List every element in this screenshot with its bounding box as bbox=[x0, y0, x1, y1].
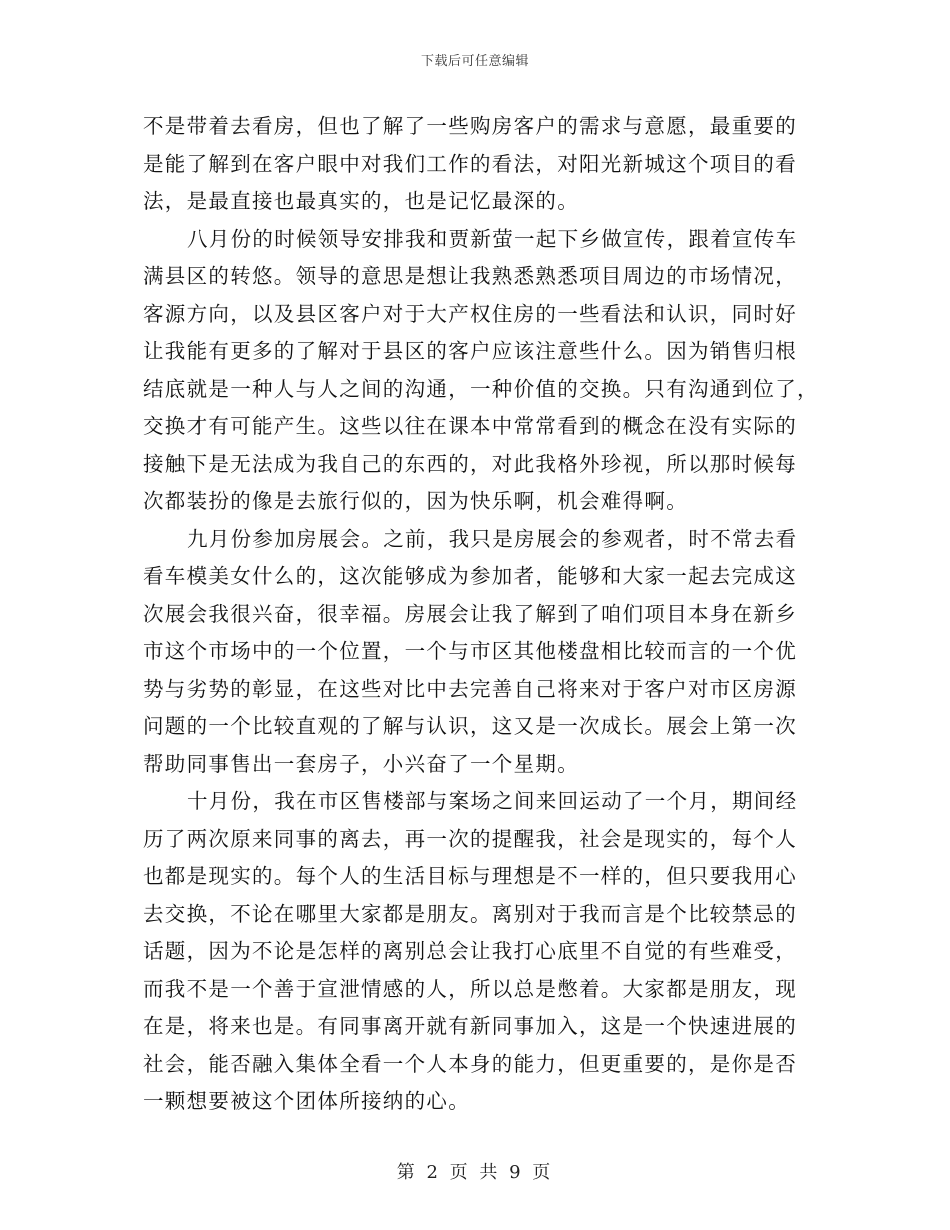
page-header: 下载后可任意编辑 bbox=[420, 54, 529, 69]
text-line: 次都装扮的像是去旅行似的，因为快乐啊，机会难得啊。 bbox=[143, 489, 688, 513]
text-line: 接触下是无法成为我自己的东西的，对此我格外珍视，所以那时候每 bbox=[143, 451, 797, 476]
text-line: 结底就是一种人与人之间的沟通，一种价值的交换。只有沟通到位了， bbox=[143, 376, 819, 401]
text-line: 去交换，不论在哪里大家都是朋友。离别对于我而言是个比较禁忌的 bbox=[143, 901, 797, 926]
text-line: 而我不是一个善于宣泄情感的人，所以总是憋着。大家都是朋友，现 bbox=[143, 976, 797, 1001]
text-line: 客源方向，以及县区客户对于大产权住房的一些看法和认识，同时好 bbox=[143, 301, 797, 326]
text-line: 满县区的转悠。领导的意思是想让我熟悉熟悉项目周边的市场情况， bbox=[143, 264, 797, 288]
page-number-footer: 第 2 页 共 9 页 bbox=[396, 1162, 554, 1183]
text-line: 帮助同事售出一套房子，小兴奋了一个星期。 bbox=[143, 751, 579, 776]
text-line: 社会，能否融入集体全看一个人本身的能力，但更重要的，是你是否 bbox=[143, 1051, 797, 1076]
paragraph-start-line: 十月份，我在市区售楼部与案场之间来回运动了一个月，期间经 bbox=[187, 789, 798, 813]
text-line: 问题的一个比较直观的了解与认识，这又是一次成长。展会上第一次 bbox=[143, 714, 797, 738]
text-line: 是能了解到在客户眼中对我们工作的看法，对阳光新城这个项目的看 bbox=[143, 151, 797, 176]
body-text bbox=[143, 108, 819, 1121]
text-line: 让我能有更多的了解对于县区的客户应该注意些什么。因为销售归根 bbox=[143, 339, 797, 363]
paragraph-start-line: 九月份参加房展会。之前，我只是房展会的参观者，时不常去看 bbox=[187, 526, 798, 551]
text-line: 市这个市场中的一个位置，一个与市区其他楼盘相比较而言的一个优 bbox=[143, 639, 797, 663]
text-line: 势与劣势的彰显，在这些对比中去完善自己将来对于客户对市区房源 bbox=[143, 676, 797, 701]
text-line: 法，是最直接也最真实的，也是记忆最深的。 bbox=[143, 189, 579, 213]
text-line: 一颗想要被这个团体所接纳的心。 bbox=[143, 1089, 470, 1113]
text-line: 在是，将来也是。有同事离开就有新同事加入，这是一个快速进展的 bbox=[143, 1014, 797, 1038]
text-line: 不是带着去看房，但也了解了一些购房客户的需求与意愿，最重要的 bbox=[143, 114, 797, 138]
text-line: 历了两次原来同事的离去，再一次的提醒我，社会是现实的，每个人 bbox=[143, 826, 797, 851]
text-line: 看车模美女什么的，这次能够成为参加者，能够和大家一起去完成这 bbox=[143, 564, 797, 588]
text-line: 次展会我很兴奋，很幸福。房展会让我了解到了咱们项目本身在新乡 bbox=[143, 601, 797, 626]
text-line: 也都是现实的。每个人的生活目标与理想是不一样的，但只要我用心 bbox=[143, 864, 797, 888]
text-line: 话题，因为不论是怎样的离别总会让我打心底里不自觉的有些难受， bbox=[143, 939, 797, 963]
paragraph-start-line: 八月份的时候领导安排我和贾新萤一起下乡做宣传，跟着宣传车 bbox=[187, 226, 798, 251]
text-line: 交换才有可能产生。这些以往在课本中常常看到的概念在没有实际的 bbox=[143, 414, 797, 438]
